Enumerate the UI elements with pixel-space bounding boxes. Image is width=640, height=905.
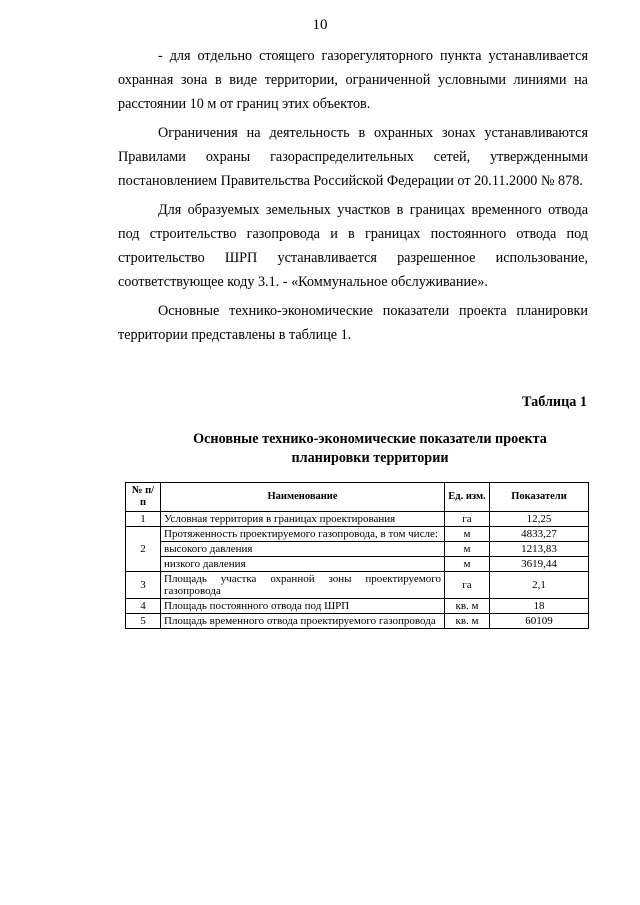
cell-num: 2	[126, 527, 161, 572]
cell-name: Площадь участка охранной зоны проектируемого газопровода	[161, 572, 445, 599]
cell-num: 3	[126, 572, 161, 599]
table-row	[126, 527, 589, 542]
cell-value: 1213,83	[490, 542, 589, 557]
cell-name: Условная территория в границах проектирования	[161, 512, 445, 527]
paragraph-4: Основные технико-экономические показатели проекта планировки территории представлены в таблице 1.	[118, 303, 588, 343]
indicators-table	[125, 482, 589, 629]
cell-name: низкого давления	[161, 557, 445, 572]
table-row	[126, 614, 589, 629]
cell-unit: кв. м	[445, 599, 490, 614]
cell-value: 12,25	[490, 512, 589, 527]
table-label: Таблица 1	[522, 394, 587, 410]
table-title: Основные технико-экономические показатели проекта планировки территории	[193, 431, 547, 466]
cell-value: 18	[490, 599, 589, 614]
paragraph-2: Ограничения на деятельность в охранных зонах устанавливаются Правилами охраны газораспределительных сетей, утвержденными постановлением Правительства Российской Федерации от 20.11.2000 № 878.	[118, 125, 588, 189]
cell-unit: га	[445, 572, 490, 599]
cell-value: 4833,27	[490, 527, 589, 542]
cell-value: 3619,44	[490, 557, 589, 572]
cell-unit: кв. м	[445, 614, 490, 629]
table-row	[126, 572, 589, 599]
table-row	[126, 599, 589, 614]
cell-name: Протяженность проектируемого газопровода, в том числе:	[161, 527, 445, 542]
cell-name: Площадь временного отвода проектируемого газопровода	[161, 614, 445, 629]
table-row	[126, 512, 589, 527]
header-name: Наименование	[161, 483, 445, 512]
cell-unit: м	[445, 527, 490, 542]
cell-num: 4	[126, 599, 161, 614]
table-row	[126, 542, 589, 557]
table-header-row	[126, 483, 589, 512]
header-num: № п/п	[126, 483, 161, 512]
table-row	[126, 557, 589, 572]
cell-value: 2,1	[490, 572, 589, 599]
cell-name: высокого давления	[161, 542, 445, 557]
cell-unit: м	[445, 557, 490, 572]
page-number: 10	[312, 17, 328, 33]
header-value: Показатели	[490, 483, 589, 512]
body-text	[118, 44, 588, 352]
cell-unit: га	[445, 512, 490, 527]
header-unit: Ед. изм.	[445, 483, 490, 512]
paragraph-3: Для образуемых земельных участков в границах временного отвода под строительство газопровода и в границах постоянного отвода под строительство ШРП устанавливается разрешенное использование, соответствующее коду 3.1. - «Коммунальное обслуживание».	[118, 202, 588, 290]
cell-num: 1	[126, 512, 161, 527]
cell-num: 5	[126, 614, 161, 629]
cell-name: Площадь постоянного отвода под ШРП	[161, 599, 445, 614]
cell-value: 60109	[490, 614, 589, 629]
paragraph-1: - для отдельно стоящего газорегуляторного пункта устанавливается охранная зона в виде территории, ограниченной условными линиями на расстоянии 10 м от границ этих объектов.	[118, 48, 588, 112]
cell-unit: м	[445, 542, 490, 557]
